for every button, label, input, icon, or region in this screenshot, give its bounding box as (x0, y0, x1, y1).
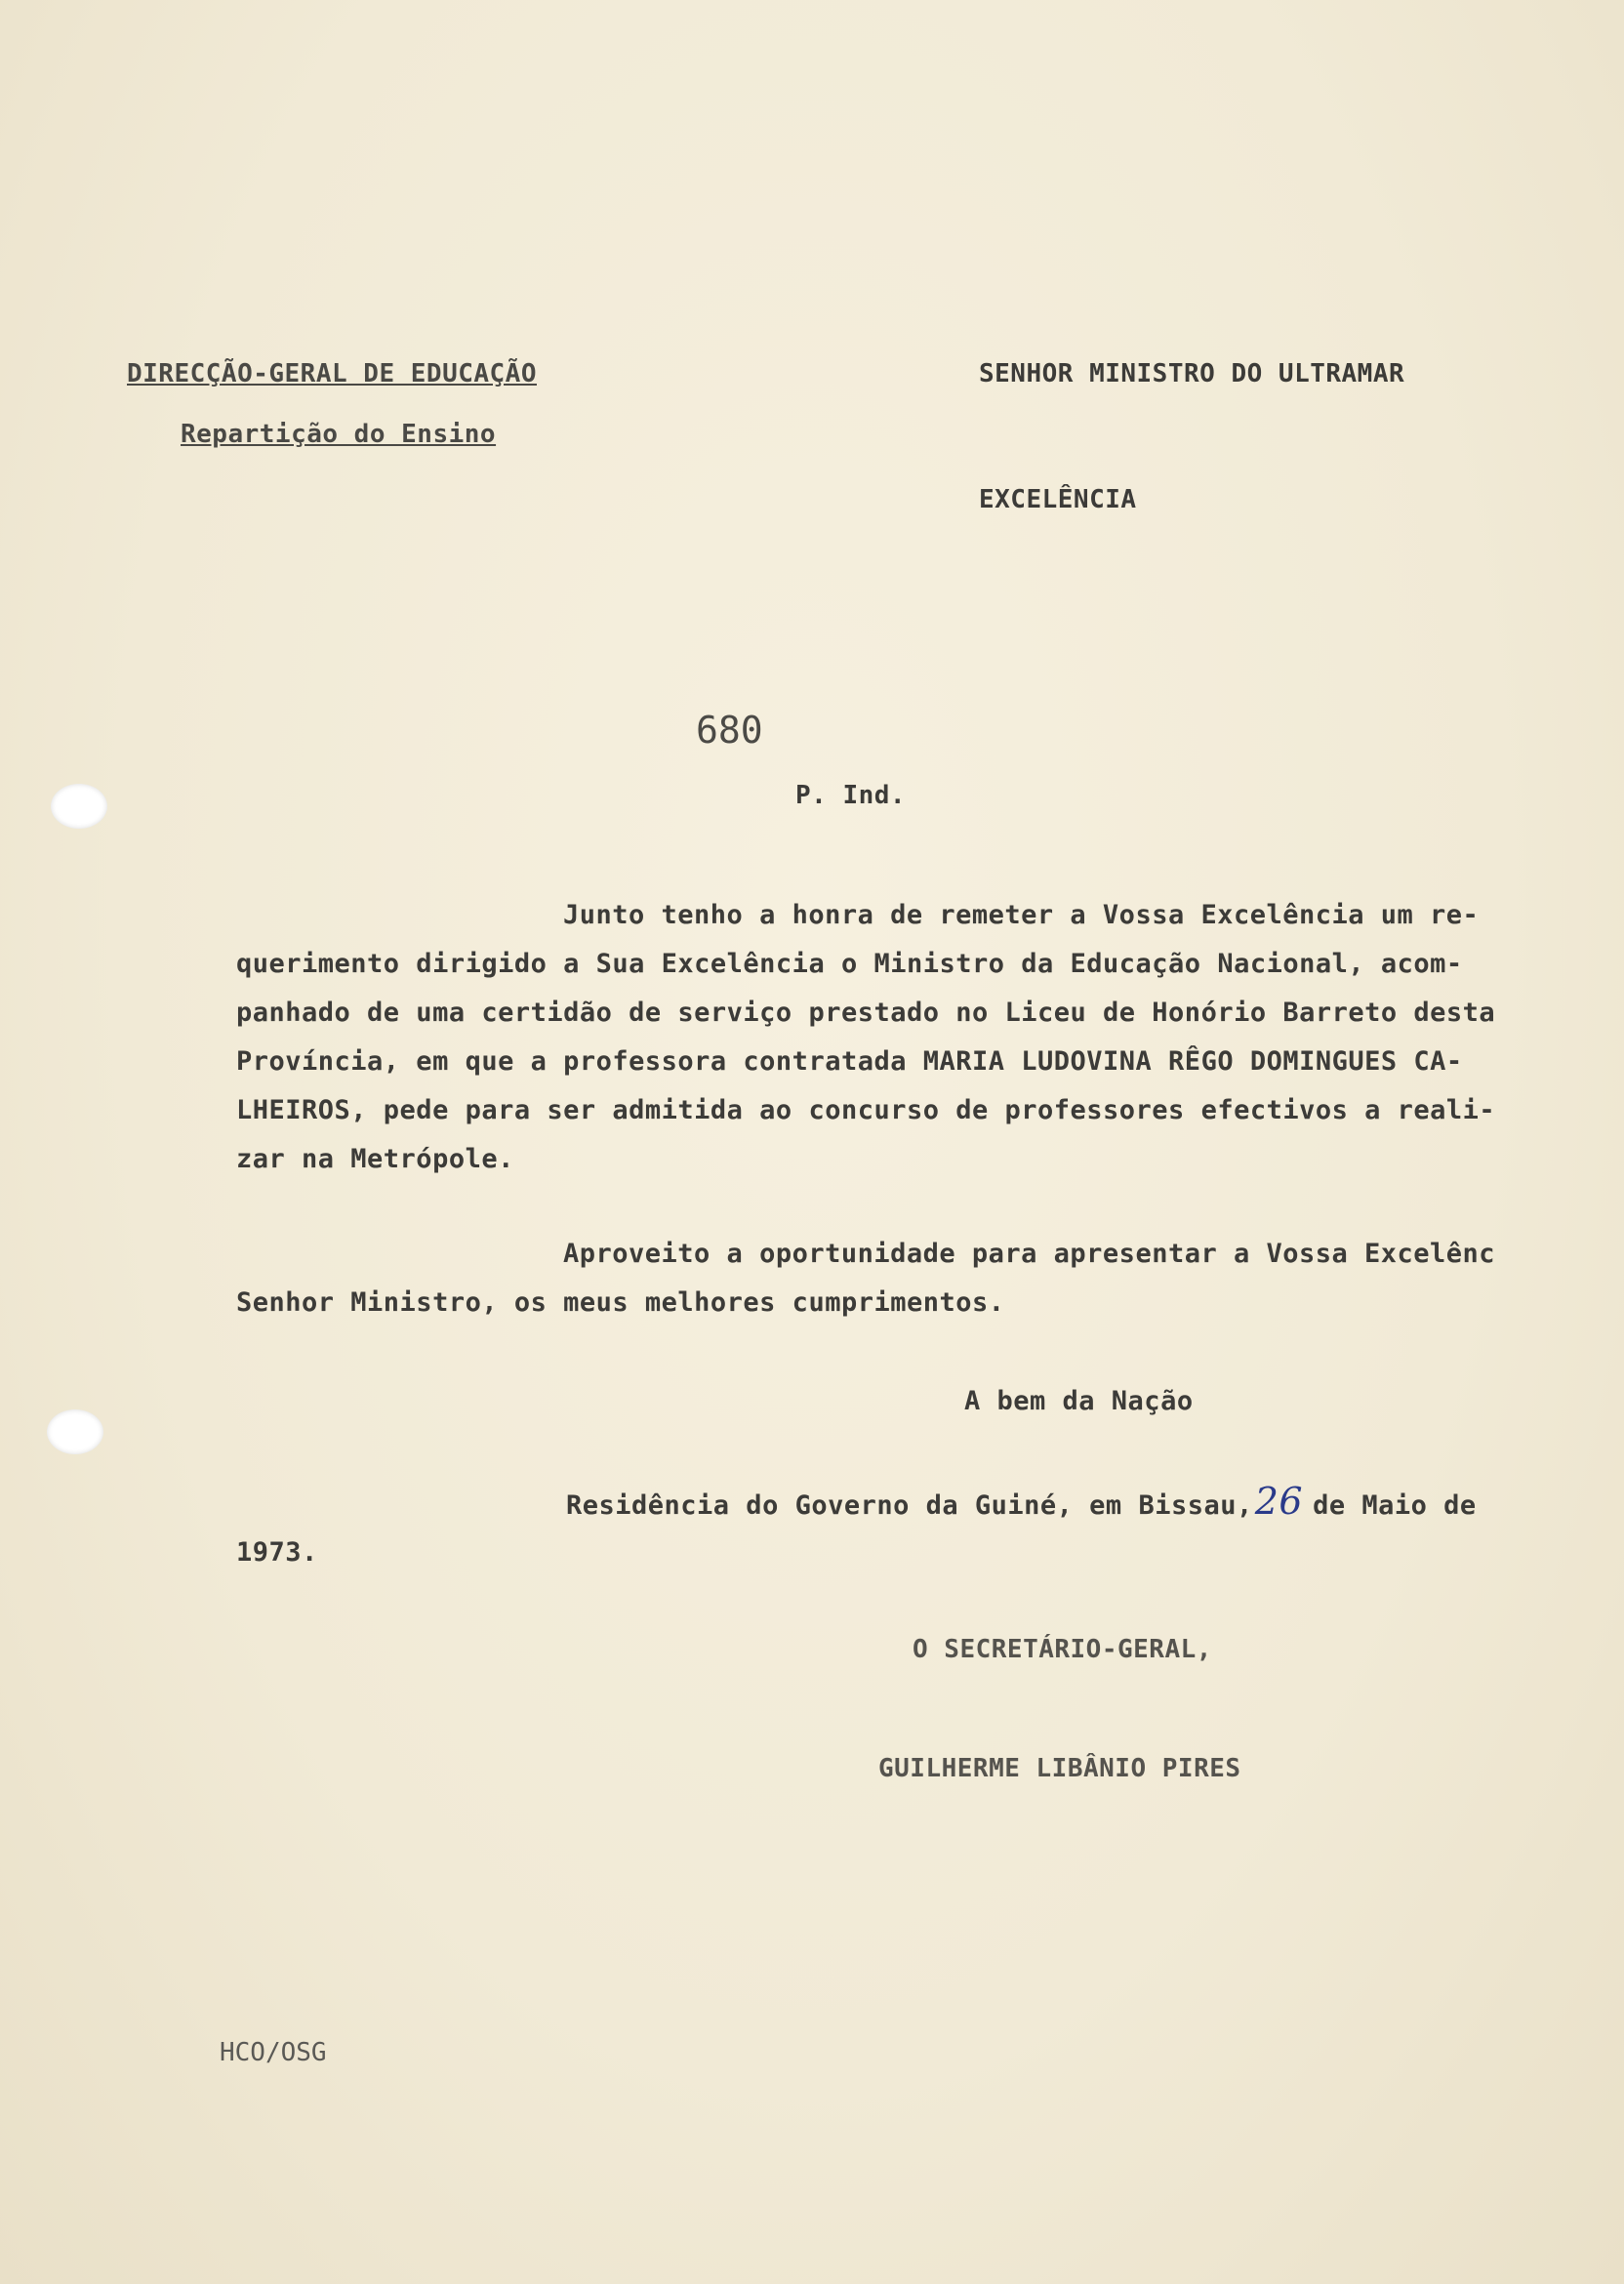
reference-number: 680 (696, 709, 763, 752)
paragraph-line: Aproveito a oportunidade para apresentar a Vossa Excelênc (563, 1239, 1496, 1269)
place-prefix: Residência do Governo da Guiné, em Bissau, (566, 1490, 1253, 1521)
place-date-line (566, 1480, 1477, 1523)
signatory-title: O SECRETÁRIO-GERAL, (913, 1635, 1212, 1664)
paragraph-greetings (236, 1230, 1583, 1327)
paragraph-line: zar na Metrópole. (236, 1144, 514, 1174)
punch-hole-bottom (47, 1409, 103, 1454)
place-suffix: de Maio de (1313, 1490, 1477, 1521)
paragraph-line: Senhor Ministro, os meus melhores cumprimentos. (236, 1287, 1005, 1318)
motto: A bem da Nação (964, 1386, 1194, 1416)
paragraph-line: Província, em que a professora contratada MARIA LUDOVINA RÊGO DOMINGUES CA- (236, 1046, 1463, 1077)
handwritten-day: 26 (1254, 1480, 1304, 1523)
paragraph-line: querimento dirigido a Sua Excelência o Ministro da Educação Nacional, acom- (236, 949, 1463, 979)
signatory-name: GUILHERME LIBÂNIO PIRES (878, 1754, 1241, 1783)
paragraph-line: LHEIROS, pede para ser admitida ao concurso de professores efectivos a reali- (236, 1095, 1496, 1125)
paragraph-remittance (236, 891, 1583, 1184)
paragraph-line: panhado de uma certidão de serviço prestado no Liceu de Honório Barreto desta (236, 998, 1496, 1028)
salutation: EXCELÊNCIA (979, 485, 1137, 514)
addressee: SENHOR MINISTRO DO ULTRAMAR (979, 359, 1405, 388)
footer-initials: HCO/OSG (220, 2038, 327, 2067)
punch-hole-top (51, 784, 107, 829)
header-directorate: DIRECÇÃO-GERAL DE EDUCAÇÃO (127, 359, 537, 388)
header-department: Repartição do Ensino (181, 420, 497, 449)
reference-code: P. Ind. (795, 781, 907, 810)
paragraph-line: Junto tenho a honra de remeter a Vossa Excelência um re- (563, 900, 1480, 930)
year: 1973. (236, 1537, 318, 1568)
